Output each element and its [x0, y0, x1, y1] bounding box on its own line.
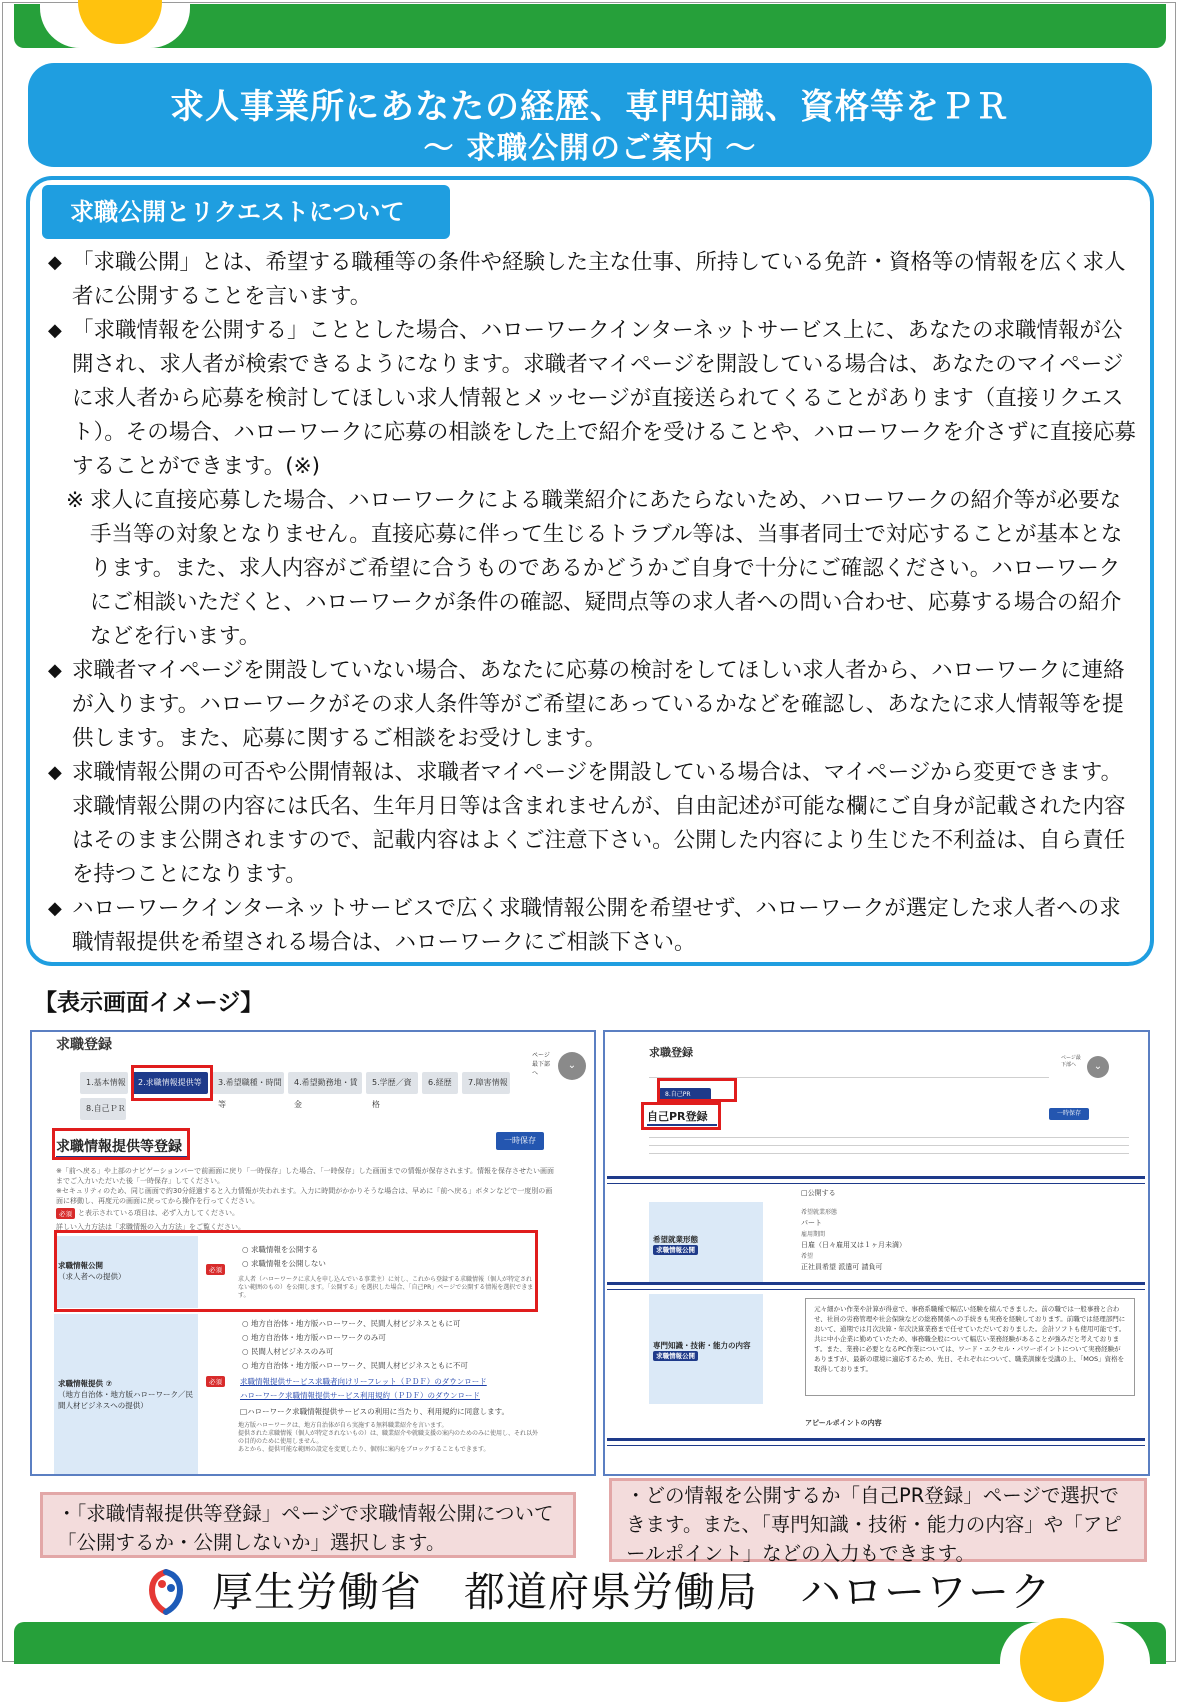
caption-left: ・「求職情報提供等登録」ページで求職情報公開について「公開するか・公開しないか」選択します。	[40, 1492, 576, 1558]
radio-public[interactable]: ○ 求職情報を公開する	[242, 1245, 319, 1254]
row-label-employment-type: 希望就業形態 求職情報公開	[649, 1202, 763, 1282]
step-basic-info[interactable]: 1.基本情報	[80, 1072, 128, 1094]
radio-provision-both[interactable]: ○ 地方自治体・地方版ハローワーク、民間人材ビジネスともに可	[242, 1319, 461, 1328]
bottom-green-band	[14, 1622, 1166, 1664]
highlight-title	[641, 1102, 721, 1130]
screen-header: 求職登録	[56, 1037, 112, 1053]
info-content	[48, 246, 1138, 960]
required-badge: 必須	[206, 1264, 225, 1275]
temp-save-button[interactable]: 一時保存	[496, 1132, 544, 1150]
public-checkbox[interactable]: □公開する	[801, 1189, 836, 1197]
page-bottom-button[interactable]: ⌄	[558, 1052, 586, 1080]
cut-line	[607, 1282, 1145, 1290]
bullet-item: ◆ 求職情報公開の可否や公開情報は、求職者マイページを開設している場合は、マイページから変更できます。求職情報公開の内容には氏名、生年月日等は含まれませんが、自由記述が可能な欄にご自身が記載された内容はそのまま公開されますので、記載内容はよくご注意下さい。公開した内容により生じた不利益は、自ら責任を持つことになります。	[48, 756, 1138, 892]
diamond-icon: ◆	[48, 660, 62, 681]
step-self-pr[interactable]: 8.自己PR	[659, 1088, 711, 1102]
agree-checkbox[interactable]: □ハローワーク求職情報提供サービスの利用に当たり、利用規約に同意します。	[240, 1407, 509, 1416]
bottom-yellow-circle	[1020, 1618, 1104, 1702]
radio-not-public[interactable]: ○ 求職情報を公開しない	[242, 1259, 326, 1268]
required-badge: 必須	[206, 1376, 225, 1387]
leaflet-download-link[interactable]: 求職情報提供サービス求職者向けリーフレット（ＰＤＦ）のダウンロード	[240, 1377, 487, 1386]
step-education[interactable]: 5.学歴／資格	[366, 1072, 418, 1094]
note-item: ※ 求人に直接応募した場合、ハローワークによる職業紹介にあたらないため、ハローワークの紹介等が必要な手当等の対象となりません。直接応募に伴って生じるトラブル等は、当事者同士で対応することが基本となります。また、求人内容がご希望に合うものであるかどうかご自身で十分にご確認ください。ハローワークにご相談いただくと、ハローワークが条件の確認、疑問点等の求人者への問い合わせ、応募する場合の紹介などを行います。	[48, 484, 1138, 654]
intro-text-lines	[649, 1130, 1129, 1156]
diamond-icon: ◆	[48, 762, 62, 783]
footer	[140, 1566, 1080, 1616]
diamond-icon: ◆	[48, 898, 62, 919]
highlight-step	[131, 1065, 213, 1101]
page-subtitle: ～ 求職公開のご案内 ～	[423, 131, 757, 166]
step-job-info-provision[interactable]: 2.求職情報提供等	[132, 1072, 208, 1094]
note-mark: ※	[66, 488, 85, 513]
caption-right: ・どの情報を公開するか「自己PR登録」ページで選択できます。また、「専門知識・技術・能力の内容」や「アピールポイント」などの入力もできます。	[609, 1478, 1147, 1562]
screen-header: 求職登録	[649, 1046, 693, 1059]
page-title: 求人事業所にあなたの経歴、専門知識、資格等をＰＲ	[170, 87, 1010, 127]
section-heading: 求職公開とリクエストについて	[42, 185, 450, 239]
step-bar	[649, 1070, 1049, 1078]
expertise-textarea[interactable]: 元々細かい作業や計算が得意で、事務系職種で幅広い経験を積んできました。前の職では一般事務と合わせ、社員の労務管理や社会保険などの総務関係への手続きも実務を経験しております。前職では経理部門において、通期では月次決算・年次決算業務まで任せていただいておりました。会計ソフトも使用可能です。共に中小企業に勤めていたため、事務職全般について幅広い業務経験があることが強みだと考えております。また、業務に必要となるPC作業については、ワード・エクセル・パワーポイントについて実務経験がありますが、最新の環境に適応するため、先日、それぞれについて、職業訓練を受講の上、「MOS」資格を取得しております。	[805, 1298, 1135, 1396]
bullet-item: ◆ 「求職情報を公開する」こととした場合、ハローワークインターネットサービス上に、あなたの求職情報が公開され、求人者が検索できるようになります。求職者マイページを開設している場合は、あなたのマイページに求人者から応募を検討してほしい求人情報とメッセージが直接送られてくることがあります（直接リクエスト）。その場合、ハローワークに応募の相談をした上で紹介を受けることや、ハローワークを介さずに直接応募することができます。(※)	[48, 314, 1138, 484]
screen-image-label: 【表示画面イメージ】	[34, 990, 264, 1016]
terms-download-link[interactable]: ハローワーク求職情報提供サービス利用規約（ＰＤＦ）のダウンロード	[240, 1391, 480, 1400]
page-bottom-button[interactable]: ⌄	[1087, 1056, 1109, 1078]
highlight-title	[52, 1128, 190, 1160]
step-disability[interactable]: 7.障害情報	[462, 1072, 510, 1094]
ministry-logo-icon	[140, 1566, 192, 1618]
bullet-item: ◆ ハローワークインターネットサービスで広く求職情報公開を希望せず、ハローワークが選定した求人者への求職情報提供を希望される場合は、ハローワークにご相談下さい。	[48, 892, 1138, 960]
section-title: 自己PR登録	[647, 1108, 717, 1126]
step-career[interactable]: 6.経歴	[422, 1072, 458, 1094]
appeal-point-label: アピールポイントの内容	[805, 1419, 882, 1427]
bullet-item: ◆ 「求職公開」とは、希望する職種等の条件や経験した主な仕事、所持している免許・資格等の情報を広く求人者に公開することを言います。	[48, 246, 1138, 314]
footer-organizations: 厚生労働省 都道府県労働局 ハローワーク	[212, 1568, 1052, 1616]
highlight-public-row	[54, 1230, 538, 1312]
diamond-icon: ◆	[48, 320, 62, 341]
radio-provision-local[interactable]: ○ 地方自治体・地方版ハローワークのみ可	[242, 1333, 386, 1342]
row-label-job-info-provision: 求職情報提供 ⑦ （地方自治体・地方版ハローワーク／民間人材ビジネスへの提供）	[54, 1314, 198, 1474]
screenshot-job-info-registration: 求職登録 ⌄ ページ最下部へ 1.基本情報 2.求職情報提供等 3.希望職種・時間等 4.希望勤務地・賃金 5.学歴／資格 6.経歴 7.障害情報 8.自己ＰＲ 求職情報提供等登録 一時保存 ※「前へ戻る」や上部のナビゲーションバーで前画面に戻り「一時保存」した場合、「一時保存」した画面までの情報が保存されます。情報を保存させたい画面までご入力いただいた後「一時保存」してください。 ※セキュリティのため、同じ画面で約30分経過すると入力情報が失われます。入力に時間がかかりそうな場合は、早めに「前へ戻る」ボタンなどで一度別の画面に移動し、再度元の画面に戻ってから操作を行ってください。 必須 と表示されている項目は、必ず入力してください。 詳しい入力方法は「求職情報の入力方法」をご覧ください。 求職情報公開 （求人者への提供） 必須 ○ 求職情報を公開する ○ 求職情報を公開しない 求人者（ハローワークに求人を申し込んでいる事業主）に対し、これから登録する求職情報（個人が特定されない範囲のもの）を公開します。「公開する」を選択した場合、「自己PR」ページで公開する情報を選択できます。 求職情報提供 ⑦ （地方自治体・地方版ハローワーク／民間人材ビジネスへの提供） 必須 ○ 地方自治体・地方版ハローワーク、民間人材ビジネスともに可 ○ 地方自治体・地方版ハローワークのみ可 ○ 民間人材ビジネスのみ可 ○ 地方自治体・地方版ハローワーク、民間人材ビジネスともに不可 求職情報提供サービス求職者向けリーフレット（ＰＤＦ）のダウンロード ハローワーク求職情報提供サービス利用規約（ＰＤＦ）のダウンロード □ハローワーク求職情報提供サービスの利用に当たり、利用規約に同意します。 地方版ハローワークは、地方自治体が自ら実施する無料職業紹介を言います。 提供された求職情報（個人が特定されないもの）は、職業紹介や就職支援の案内のためのみに使用し、それ以外の目的のために使用しません。 あとから、提供可能な範囲の設定を変更したり、個別に案内をブロックすることもできます。	[30, 1030, 596, 1476]
cut-line	[607, 1176, 1145, 1184]
row-label-expertise: 専門知識・技術・能力の内容 求職情報公開	[649, 1294, 763, 1404]
row-label-job-info-public: 求職情報公開 （求人者への提供）	[54, 1236, 198, 1308]
cut-line	[607, 1438, 1145, 1446]
highlight-step	[657, 1078, 737, 1102]
step-self-pr[interactable]: 8.自己ＰＲ	[80, 1098, 126, 1120]
diamond-icon: ◆	[48, 252, 62, 273]
required-badge: 必須	[56, 1208, 75, 1219]
step-desired-location[interactable]: 4.希望勤務地・賃金	[288, 1072, 362, 1094]
screenshot-self-pr-registration: 求職登録 ⌄ ページ最下部へ 8.自己PR 自己PR登録 一時保存 □公開する 希望就業形態 求職情報公開 希望就業形態 パート 雇用期間 日雇（日々雇用又は１ヶ月未満） 希望 正社員希望 派遣可 請負可 専門知識・技術・能力の内容 求職情報公開 元々細かい作業や計算が得意で、事務系職種で幅広い経験を積んできました。前の職では一般事務と合わせ、社員の労務管理や社会保険などの総務関係への手続きも実務を経験しております。前職では経理部門において、通期では月次決算・年次決算業務まで任せていただいておりました。会計ソフトも使用可能です。共に中小企業に勤めていたため、事務職全般について幅広い業務経験があることが強みだと考えております。また、業務に必要となるPC作業については、ワード・エクセル・パワーポイントについて実務経験がありますが、最新の環境に適応するため、先日、それぞれについて、職業訓練を受講の上、「MOS」資格を取得しております。 アピールポイントの内容	[603, 1030, 1150, 1476]
radio-provision-private[interactable]: ○ 民間人材ビジネスのみ可	[242, 1347, 334, 1356]
step-desired-job[interactable]: 3.希望職種・時間等	[212, 1072, 284, 1094]
bullet-item: ◆ 求職者マイページを開設していない場合、あなたに応募の検討をしてほしい求人者から、ハローワークに連絡が入ります。ハローワークがその求人条件等がご希望にあっているかなどを確認し、あなたに求人情報等を提供します。また、応募に関するご相談をお受けします。	[48, 654, 1138, 756]
title-banner	[28, 63, 1152, 167]
section-title: 求職情報提供等登録	[56, 1136, 190, 1158]
radio-provision-none[interactable]: ○ 地方自治体・地方版ハローワーク、民間人材ビジネスともに不可	[242, 1361, 468, 1370]
temp-save-button[interactable]: 一時保存	[1049, 1108, 1089, 1120]
